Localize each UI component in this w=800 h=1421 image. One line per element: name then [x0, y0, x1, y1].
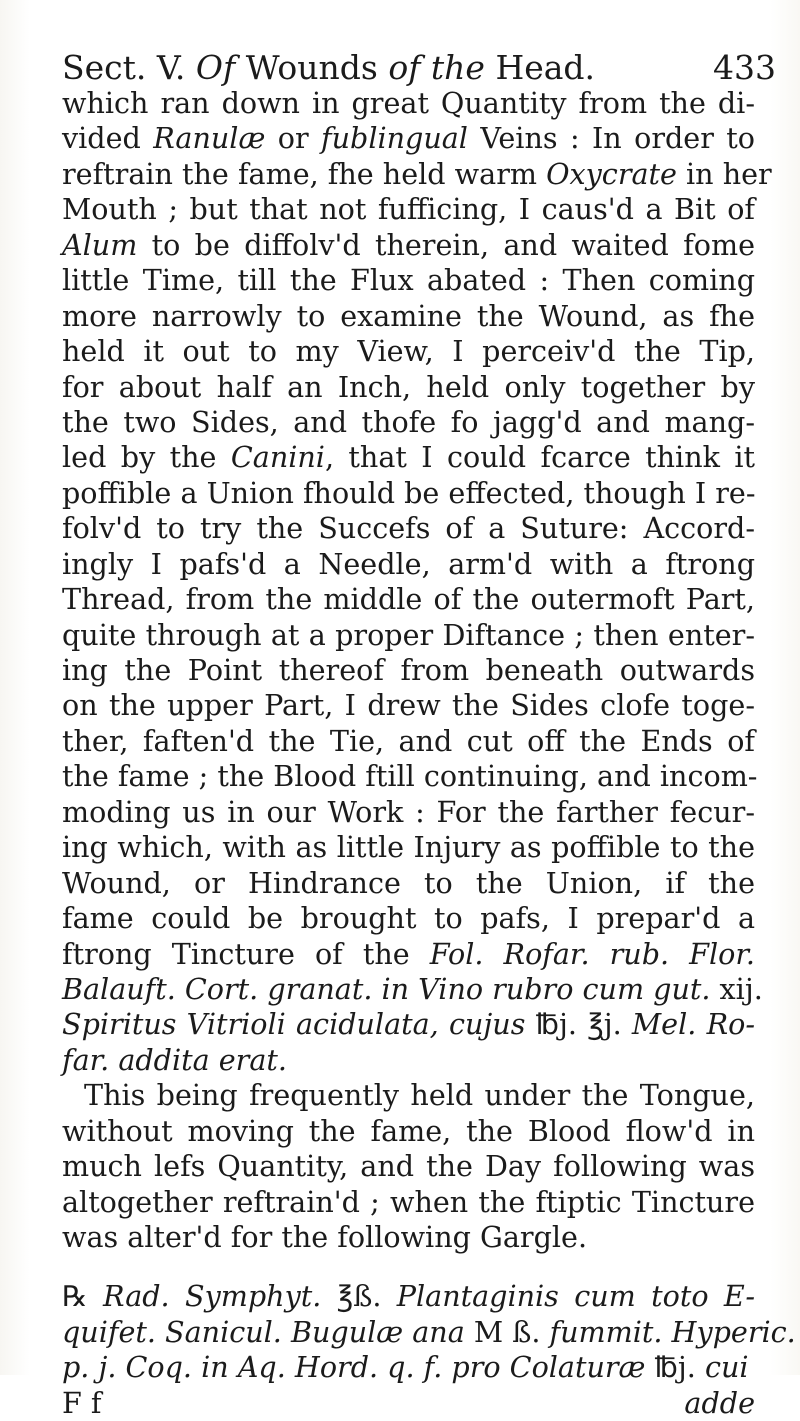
- page-number: 433: [713, 48, 776, 87]
- text-line: [62, 1220, 755, 1255]
- text-line: [62, 121, 755, 156]
- text-line: [62, 86, 755, 121]
- text-line: [62, 156, 772, 192]
- text-line: [62, 1185, 755, 1220]
- text-run: vided: [62, 121, 154, 156]
- text-run: xij.: [710, 971, 763, 1006]
- text-line: [62, 1350, 755, 1385]
- text-run: was alter'd for the following Gargle.: [62, 1220, 588, 1254]
- italic-run: far. addita erat.: [62, 1042, 287, 1077]
- text-run: on the upper Part, I drew the Sides clofe toge-: [62, 688, 755, 723]
- italic-run: Fol. Rofar. rub. Flor.: [429, 936, 755, 971]
- page-header: [62, 44, 776, 92]
- text-run: Mouth ; but that not fufficing, I caus'd a Bit of: [62, 192, 755, 227]
- text-run: M ß.: [464, 1314, 550, 1349]
- text-run: ℥ß.: [321, 1279, 397, 1314]
- text-line: [62, 795, 755, 830]
- text-run: or: [265, 121, 322, 156]
- italic-run: p. j. Coq. in Aq. Hord. q. f. pro Colaturæ: [62, 1350, 646, 1385]
- text-run: without moving the fame, the Blood flow'd in: [62, 1113, 755, 1148]
- running-head-of: Of: [195, 48, 236, 87]
- text-run: ther, faften'd the Tie, and cut off the Ends of: [62, 723, 755, 758]
- running-head-wounds: Wounds: [245, 48, 378, 87]
- text-run: Wound, or Hindrance to the Union, if the: [62, 865, 755, 900]
- italic-run: Rad. Symphyt.: [103, 1279, 322, 1314]
- text-line: [62, 901, 755, 936]
- text-line: [62, 192, 755, 227]
- text-run: poffible a Union fhould be effected, though I re-: [62, 475, 756, 510]
- text-line: [62, 937, 755, 972]
- text-run: ing the Point thereof from beneath outwards: [62, 653, 755, 687]
- text-run: the fame ; the Blood ftill continuing, and incom-: [62, 759, 758, 794]
- text-line: [62, 971, 763, 1007]
- text-run: for about half an Inch, held only together by: [62, 369, 755, 404]
- italic-run: Mel. Ro-: [631, 1007, 755, 1042]
- italic-run: cui: [704, 1350, 749, 1385]
- text-line: [62, 688, 755, 723]
- running-head-of-the: of the: [388, 48, 485, 87]
- text-line: [62, 1078, 755, 1113]
- text-run: led by the: [62, 440, 231, 475]
- paragraph-gap: [62, 1255, 755, 1279]
- body-text: [62, 86, 796, 1421]
- text-line: [62, 653, 755, 688]
- text-run: ℔j.: [645, 1350, 705, 1385]
- text-run: in her: [676, 156, 772, 191]
- text-run: ingly I pafs'd a Needle, arm'd with a ftrong: [62, 546, 755, 581]
- running-head: [62, 44, 595, 92]
- italic-run: Alum: [62, 227, 138, 262]
- text-run: the two Sides, and thofe fo jagg'd and mang-: [62, 404, 755, 439]
- catchword: adde: [684, 1385, 755, 1420]
- text-line: [62, 334, 755, 369]
- text-line: [62, 724, 755, 759]
- text-line: [62, 1114, 755, 1149]
- italic-run: quifet. Sanicul. Bugulæ ana: [62, 1314, 465, 1349]
- text-run: more narrowly to examine the Wound, as fhe: [62, 298, 755, 333]
- text-line: [62, 228, 755, 263]
- text-run: folv'd to try the Succefs of a Suture: Accord-: [62, 511, 755, 546]
- section-label: Sect. V.: [62, 48, 186, 87]
- text-line: [62, 263, 755, 298]
- italic-run: Balauft. Cort. granat. in Vino rubro cum gut.: [62, 971, 711, 1006]
- italic-run: Ranulæ: [153, 121, 266, 156]
- italic-run: fublingual: [321, 121, 468, 156]
- italic-run: fummit. Hyperic.: [549, 1314, 796, 1349]
- text-run: moding us in our Work : For the farther fecur-: [62, 794, 755, 829]
- text-line: [62, 1279, 755, 1314]
- text-line: [62, 440, 755, 475]
- text-line: [62, 866, 755, 901]
- text-run: This being frequently held under the Tongue,: [84, 1078, 755, 1113]
- text-line: [62, 582, 755, 617]
- page-footer: [62, 1386, 755, 1421]
- text-run: , that I could fcarce think it: [324, 440, 755, 475]
- italic-run: Spiritus Vitrioli acidulata, cujus: [62, 1007, 526, 1042]
- text-run: reftrain the fame, fhe held warm: [62, 156, 547, 191]
- text-line: [62, 299, 755, 334]
- signature-mark: F f: [62, 1385, 102, 1420]
- text-run: Thread, from the middle of the outermoft Part,: [62, 582, 755, 617]
- text-run: held it out to my View, I perceiv'd the Tip,: [62, 334, 755, 369]
- text-run: quite through at a proper Diftance ; then enter-: [62, 617, 755, 652]
- text-run: to be diffolv'd therein, and waited fome: [137, 227, 755, 262]
- text-run: much lefs Quantity, and the Day following was: [62, 1149, 755, 1184]
- text-line: [62, 1314, 796, 1350]
- text-run: ℞: [62, 1279, 104, 1314]
- text-run: altogether reftrain'd ; when the ftiptic Tincture: [62, 1184, 755, 1219]
- running-head-head: Head.: [495, 48, 596, 87]
- italic-run: Plantaginis cum toto E-: [396, 1279, 755, 1314]
- text-run: ℔j. ℥j.: [525, 1007, 632, 1042]
- text-line: [62, 476, 755, 511]
- text-line: [62, 1007, 755, 1042]
- text-line: [62, 370, 755, 405]
- italic-run: Oxycrate: [546, 156, 677, 191]
- text-run: Veins : In order to: [467, 121, 755, 156]
- text-line: [62, 759, 758, 794]
- text-run: ftrong Tincture of the: [62, 936, 430, 971]
- text-line: [62, 405, 755, 440]
- italic-run: Canini: [230, 440, 325, 475]
- text-line: [62, 511, 755, 546]
- text-run: which ran down in great Quantity from the di-: [62, 86, 755, 120]
- text-line: [62, 547, 755, 582]
- text-line: [62, 1149, 755, 1184]
- text-line: [62, 618, 755, 653]
- text-line: [62, 1043, 755, 1078]
- text-line: [62, 830, 755, 865]
- text-run: fame could be brought to pafs, I prepar'd a: [62, 901, 755, 936]
- text-run: little Time, till the Flux abated : Then coming: [62, 263, 755, 298]
- text-run: ing which, with as little Injury as poffible to the: [62, 830, 755, 865]
